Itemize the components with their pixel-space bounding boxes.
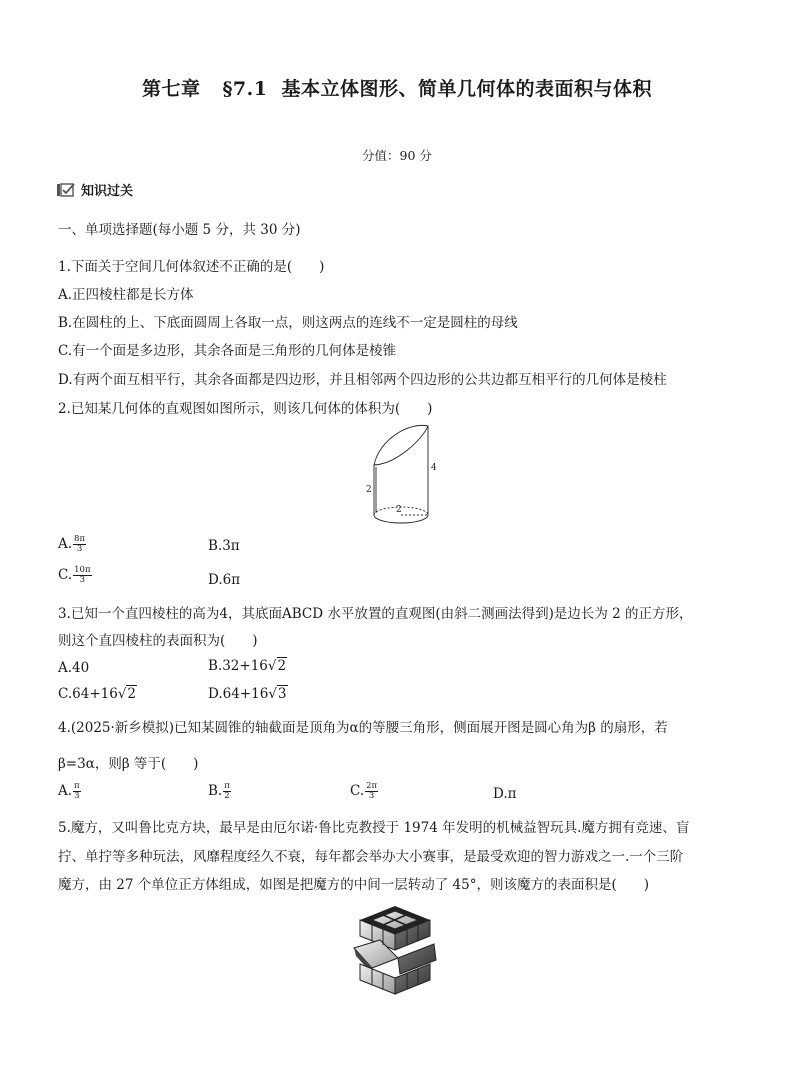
part1-heading: 一、单项选择题(每小题 5 分，共 30 分) [58,222,301,238]
rubiks-cube-figure [350,898,440,996]
q3-stem-line2: 则这个直四棱柱的表面积为( ) [58,633,258,649]
fig-label-base: 2 [396,505,402,515]
fig-label-left-height: 2 [366,485,372,495]
q4-stem-line1: 4.(2025·新乡模拟)已知某圆锥的轴截面是顶角为α的等腰三角形，侧面展开图是圆心角为β 的扇形，若 [58,720,668,736]
section-title: 基本立体图形、简单几何体的表面积与体积 [281,78,653,100]
fig-label-right-height: 4 [431,463,437,473]
checklist-icon [57,183,75,197]
page-title [0,74,794,101]
q2-option-d: D.6π [208,572,241,588]
q3-option-a: A.40 [58,660,90,676]
q1-option-d: D.有两个面互相平行，其余各面都是四边形，并且相邻两个四边形的公共边都互相平行的几何体是棱柱 [58,372,667,388]
badge-label: 知识过关 [81,184,134,199]
score-label: 分值：90 分 [362,148,432,163]
truncated-cylinder-figure [360,420,440,525]
chapter-label: 第七章 [141,78,201,100]
q3-stem-line1: 3.已知一个直四棱柱的高为4，其底面ABCD 水平放置的直观图(由斜二测画法得到)是边长为 2 的正方形， [58,606,693,622]
q5-line2: 拧、单拧等多种玩法，风靡程度经久不衰，每年都会举办大小赛事，是最受欢迎的智力游戏之一.一个三阶 [58,849,684,865]
q5-line3: 魔方，由 27 个单位正方体组成，如图是把魔方的中间一层转动了 45°，则该魔方的表面积是( ) [58,877,650,893]
q3-option-c: C.64+16√2 [58,686,137,702]
section-badge [57,180,133,199]
q1-option-c: C.有一个面是多边形，其余各面是三角形的几何体是棱锥 [58,343,397,359]
q1-stem: 1.下面关于空间几何体叙述不正确的是( ) [58,259,325,275]
q2-option-b: B.3π [208,538,240,554]
q2-stem: 2.已知某几何体的直观图如图所示，则该几何体的体积为( ) [58,401,433,417]
q4-option-c: C. $\frac{2\pi}{3}$ [350,781,378,801]
q4-stem-line2: β=3α，则β 等于( ) [58,756,199,772]
q2-option-c: C. $\frac{10\pi}{3}$ [58,565,91,585]
q2-option-a: A. $\frac{8\pi}{3}$ [58,534,86,554]
q5-line1: 5.魔方，又叫鲁比克方块，最早是由厄尔诺·鲁比克教授于 1974 年发明的机械益智玩具.魔方拥有竞速、盲 [58,820,690,836]
q3-option-d: D.64+16√3 [208,686,287,702]
section-number: §7.1 [222,78,268,100]
q1-option-b: B.在圆柱的上、下底面圆周上各取一点，则这两点的连线不一定是圆柱的母线 [58,315,518,331]
q1-option-a: A.正四棱柱都是长方体 [58,287,194,303]
q4-option-a: A. $\frac{\pi}{3}$ [58,781,80,801]
q3-option-b: B.32+16√2 [208,658,287,674]
q4-option-b: B. $\frac{\pi}{2}$ [208,781,230,801]
q4-option-d: D.π [493,786,517,802]
